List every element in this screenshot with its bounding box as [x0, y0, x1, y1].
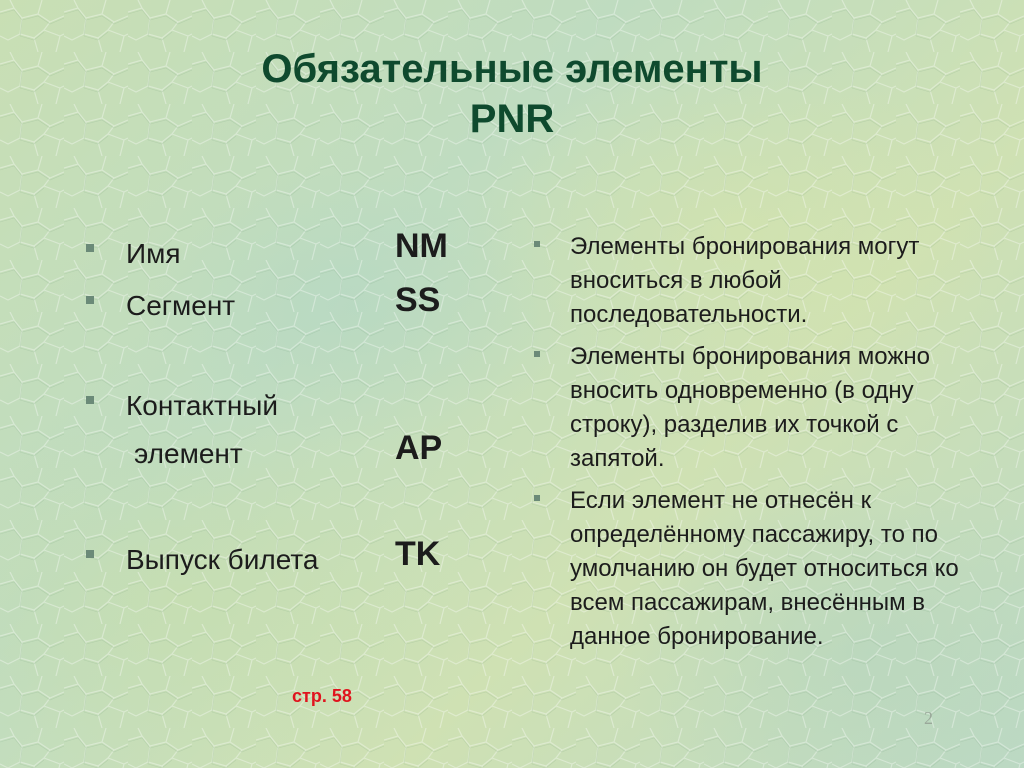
note-text: Элементы бронирования могут вноситься в любой последовательности.: [570, 233, 920, 328]
page-reference: стр. 58: [292, 686, 352, 706]
bullet-icon: [86, 550, 94, 558]
item-label: Контактный: [126, 390, 279, 421]
item-code: SS: [395, 281, 441, 319]
note-item: [534, 230, 974, 332]
note-item: [534, 340, 974, 476]
item-label: Имя: [126, 238, 181, 269]
item-label: Выпуск билета: [126, 544, 319, 575]
list-item-contact: [86, 382, 486, 482]
title-line-2: PNR: [469, 97, 555, 141]
note-item: [534, 484, 974, 654]
item-label-continued: элемент: [134, 438, 243, 469]
bullet-icon: [86, 244, 94, 252]
item-label: Сегмент: [126, 290, 236, 321]
slide-number: 2: [924, 708, 933, 728]
list-item-segment: [86, 282, 486, 326]
item-code: AP: [395, 429, 443, 467]
item-code: NM: [395, 227, 448, 265]
bullet-icon: [534, 351, 540, 357]
note-text: Если элемент не отнесён к определённому пассажиру, то по умолчанию он будет относиться ко всем пассажирам, внесённым в данное бронирование.: [570, 487, 959, 650]
bullet-icon: [86, 396, 94, 404]
notes-list: [534, 230, 974, 662]
bullet-icon: [534, 495, 540, 501]
bullet-icon: [86, 296, 94, 304]
required-elements-list: [86, 0, 486, 768]
item-code: TK: [395, 535, 441, 573]
list-item-name: [86, 227, 486, 274]
title-line-1: Обязательные элементы: [261, 47, 763, 91]
list-item-ticketing: [86, 536, 486, 580]
bullet-icon: [534, 241, 540, 247]
note-text: Элементы бронирования можно вносить одновременно (в одну строку), разделив их точкой с запятой.: [570, 343, 930, 472]
